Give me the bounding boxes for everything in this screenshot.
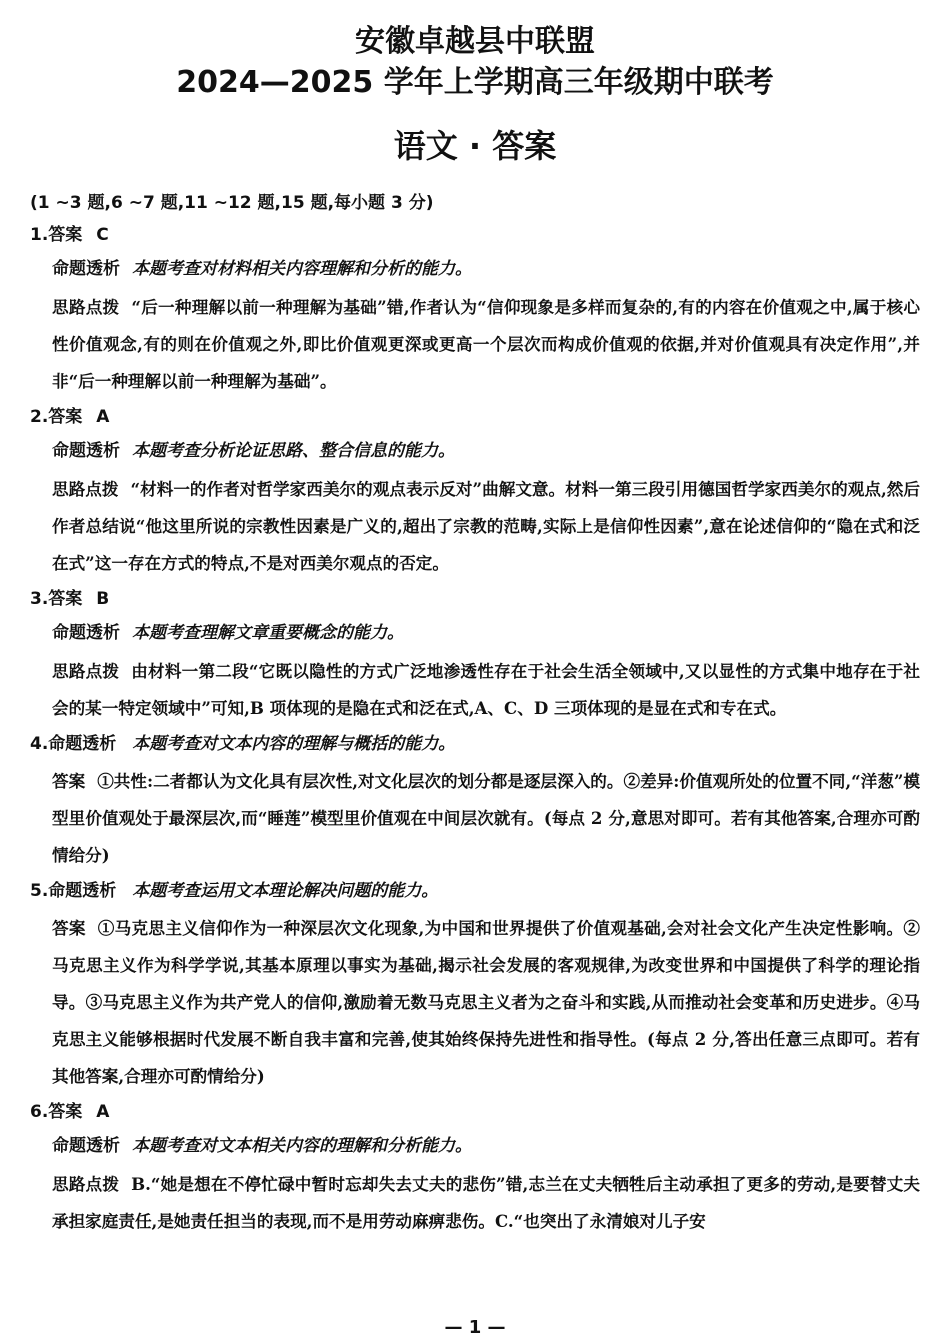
- question-2-hint: [30, 471, 920, 582]
- answer-choice: B: [96, 589, 110, 609]
- question-number: 3.: [30, 589, 49, 609]
- question-5-insight: [30, 876, 920, 906]
- question-number: 5.: [30, 881, 49, 901]
- exam-title: 2024—2025 学年上学期高三年级期中联考: [176, 65, 774, 100]
- page-number: — 1 —: [444, 1317, 506, 1338]
- question-3-hint: [30, 653, 920, 727]
- insight-text: 本题考查对材料相关内容理解和分析的能力。: [132, 259, 472, 279]
- answer-choice: A: [96, 1102, 110, 1122]
- question-number: 6.: [30, 1102, 49, 1122]
- answer-label: 答案: [48, 1102, 83, 1122]
- insight-text: 本题考查分析论证思路、整合信息的能力。: [132, 441, 455, 461]
- hint-text: 由材料一第二段“它既以隐性的方式广泛地渗透性存在于社会生活全领域中,又以显性的方式集中地存在于社会的某一特定领域中”可知,B 项体现的是隐在式和泛在式,A、C、D 三项体现的是显在式和专在式。: [52, 661, 921, 718]
- answer-label: 答案: [48, 589, 83, 609]
- subject-title: 语文 · 答案: [393, 127, 557, 165]
- question-number: 2.: [30, 407, 49, 427]
- question-2-insight: [30, 436, 920, 467]
- insight-label: 命题透析: [48, 734, 117, 754]
- insight-label: 命题透析: [52, 441, 120, 461]
- hint-label: 思路点拨: [52, 480, 119, 499]
- question-4-insight: [30, 729, 920, 759]
- organization-title: 安徽卓越县中联盟: [355, 24, 595, 59]
- hint-label: 思路点拨: [52, 1175, 120, 1194]
- question-number: 1.: [30, 225, 49, 245]
- question-1-answer: [30, 220, 920, 250]
- hint-text: B.“她是想在不停忙碌中暂时忘却失去丈夫的悲伤”错,志兰在丈夫牺牲后主动承担了更多的劳动,是要替丈夫承担家庭责任,是她责任担当的表现,而不是用劳动麻痹悲伤。C.“也突出了永清娘对儿子安: [52, 1174, 920, 1231]
- question-6-hint: [30, 1166, 920, 1240]
- insight-text: 本题考查运用文本理论解决问题的能力。: [132, 881, 439, 901]
- hint-text: “材料一的作者对哲学家西美尔的观点表示反对”曲解文意。材料一第三段引用德国哲学家西美尔的观点,然后作者总结说“他这里所说的宗教性因素是广义的,超出了宗教的范畴,实际上是信仰性因素”,意在论述信仰的“隐在式和泛在式”这一存在方式的特点,不是对西美尔观点的否定。: [52, 479, 921, 573]
- answer-choice: C: [96, 225, 109, 245]
- hint-text: “后一种理解以前一种理解为基础”错,作者认为“信仰现象是多样而复杂的,有的内容在价值观之中,属于核心性价值观念,有的则在价值观之外,即比价值观更深或更高一个层次而构成价值观的依据,并对价值观具有决定作用”,并非“后一种理解以前一种理解为基础”。: [52, 297, 921, 391]
- hint-label: 思路点拨: [52, 662, 120, 681]
- answer-text: ①马克思主义信仰作为一种深层次文化现象,为中国和世界提供了价值观基础,会对社会文化产生决定性影响。②马克思主义作为科学学说,其基本原理以事实为基础,揭示社会发展的客观规律,为改变世界和中国提供了科学的理论指导。③马克思主义作为共产党人的信仰,激励着无数马克思主义者为之奋斗和实践,从而推动社会变革和历史进步。④马克思主义能够根据时代发展不断自我丰富和完善,使其始终保持先进性和指导性。(每点 2 分,答出任意三点即可。若有其他答案,合理亦可酌情给分): [52, 918, 921, 1086]
- question-5-answer: [30, 910, 920, 1095]
- question-number: 4.: [30, 734, 49, 754]
- question-3-answer: [30, 584, 920, 614]
- answer-text: ①共性:二者都认为文化具有层次性,对文化层次的划分都是逐层深入的。②差异:价值观所处的位置不同,“洋葱”模型里价值观处于最深层次,而“睡莲”模型里价值观在中间层次就有。(每点 2 分,意思对即可。若有其他答案,合理亦可酌情给分): [52, 771, 920, 865]
- insight-text: 本题考查对文本相关内容的理解和分析能力。: [132, 1136, 472, 1156]
- answer-label: 答案: [52, 919, 86, 938]
- answer-label: 答案: [52, 772, 86, 791]
- insight-label: 命题透析: [52, 1136, 120, 1156]
- scoring-note: (1 ~3 题,6 ~7 题,11 ~12 题,15 题,每小题 3 分): [30, 193, 434, 213]
- answer-label: 答案: [48, 225, 83, 245]
- question-1-insight: [30, 254, 920, 285]
- question-6-insight: [30, 1131, 920, 1162]
- insight-label: 命题透析: [52, 259, 120, 279]
- question-6-answer: [30, 1097, 920, 1127]
- hint-label: 思路点拨: [52, 298, 120, 317]
- question-1-hint: [30, 289, 920, 400]
- insight-text: 本题考查对文本内容的理解与概括的能力。: [132, 734, 456, 754]
- question-4-answer: [30, 763, 920, 874]
- answer-label: 答案: [48, 407, 83, 427]
- insight-label: 命题透析: [52, 623, 120, 643]
- question-3-insight: [30, 618, 920, 649]
- insight-label: 命题透析: [48, 881, 117, 901]
- insight-text: 本题考查理解文章重要概念的能力。: [132, 623, 404, 643]
- answer-choice: A: [96, 407, 110, 427]
- question-2-answer: [30, 402, 920, 432]
